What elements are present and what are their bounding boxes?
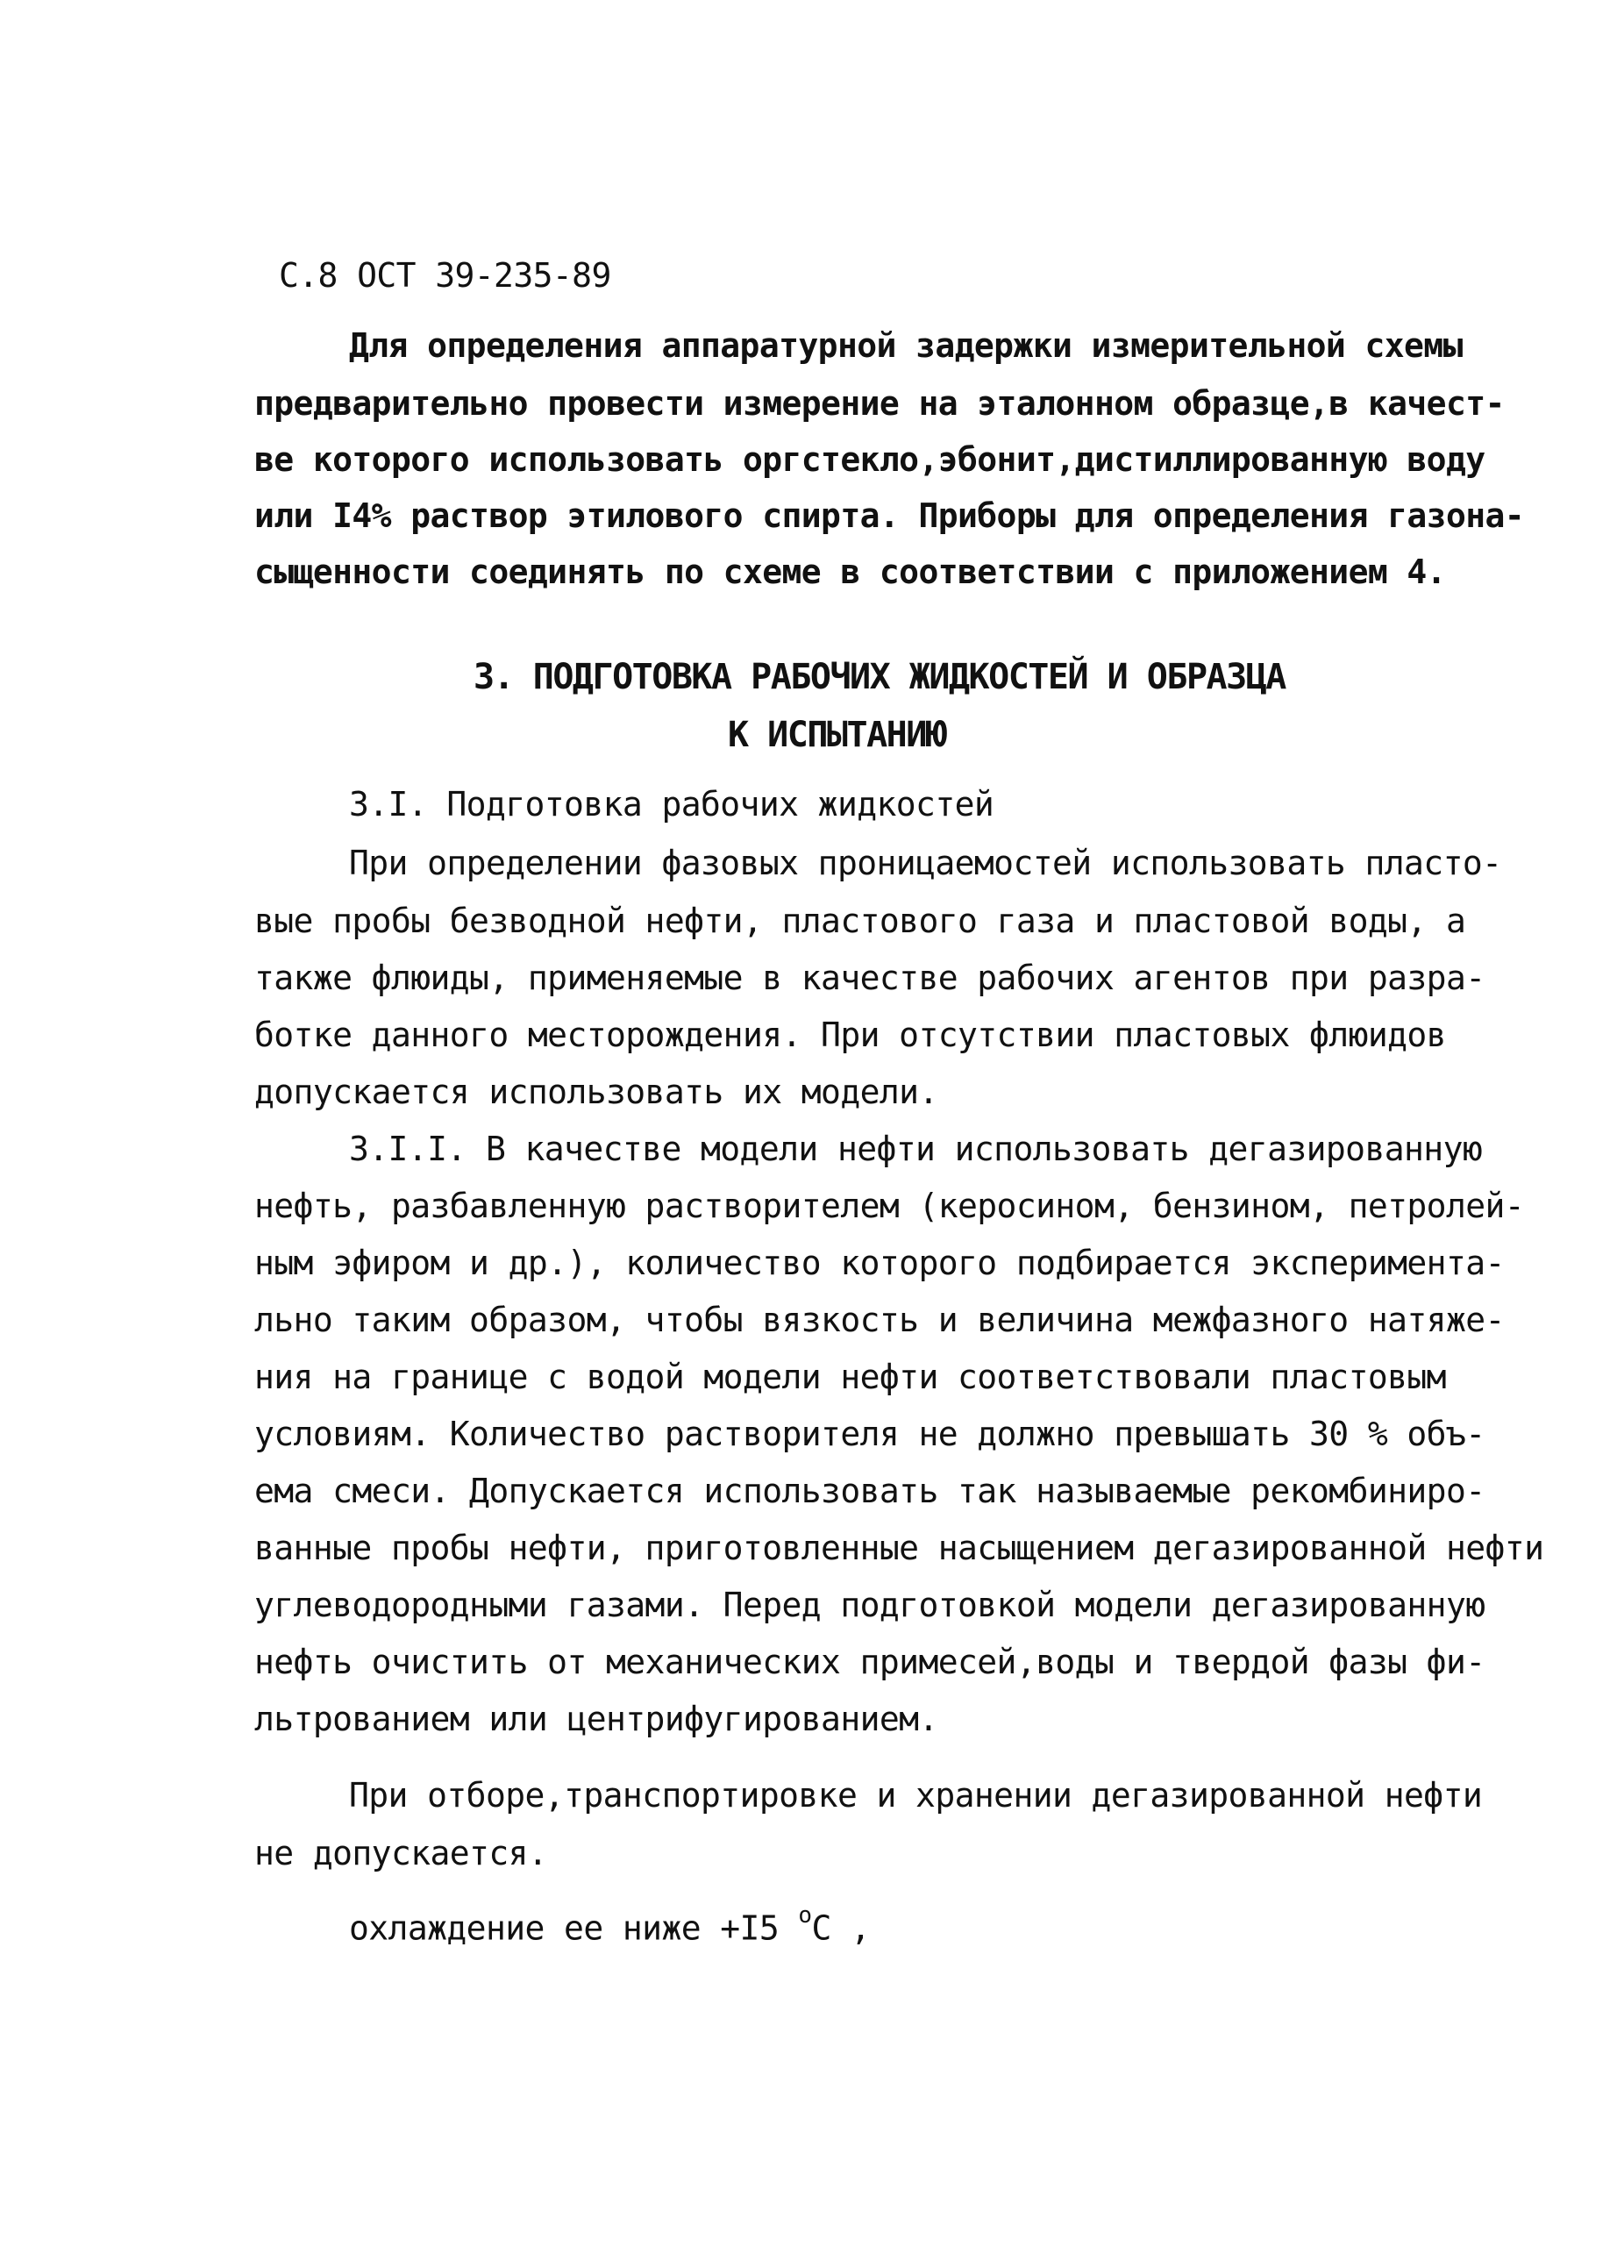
paragraph-line: льно таким образом, чтобы вязкость и величина межфазного натяже- xyxy=(254,1301,1505,1339)
page-header: С.8 ОСТ 39-235-89 xyxy=(279,256,611,295)
paragraph-line: не допускается. xyxy=(254,1834,548,1872)
paragraph-line: 3.I.I. В качестве модели нефти использовать дегазированную xyxy=(349,1130,1483,1168)
paragraph-line: сыщенности соединять по схеме в соответствии с приложением 4. xyxy=(254,553,1446,591)
paragraph-line: вые пробы безводной нефти, пластового газа и пластовой воды, а xyxy=(254,902,1466,940)
paragraph-line: ния на границе с водой модели нефти соответствовали пластовым xyxy=(254,1358,1446,1396)
paragraph-line: ным эфиром и др.), количество которого подбирается эксперимента- xyxy=(254,1244,1505,1282)
paragraph-line: также флюиды, применяемые в качестве рабочих агентов при разра- xyxy=(254,959,1485,997)
paragraph-line: условиям. Количество растворителя не должно превышать 30 % объ- xyxy=(254,1415,1485,1453)
paragraph-line: ве которого использовать оргстекло,эбонит,дистиллированную воду xyxy=(254,440,1485,479)
paragraph-line: При определении фазовых проницаемостей использовать пласто- xyxy=(349,844,1502,882)
paragraph-line: ема смеси. Допускается использовать так называемые рекомбиниро- xyxy=(254,1472,1485,1510)
section-heading-continued: К ИСПЫТАНИЮ xyxy=(728,715,946,755)
paragraph-line: нефть, разбавленную растворителем (керосином, бензином, петролей- xyxy=(254,1187,1525,1225)
degree-superscript: о xyxy=(798,1902,812,1929)
paragraph-line: нефть очистить от механических примесей,воды и твердой фазы фи- xyxy=(254,1643,1485,1681)
section-heading: 3. ПОДГОТОВКА РАБОЧИХ ЖИДКОСТЕЙ И ОБРАЗЦА xyxy=(474,657,1286,697)
paragraph-line: или I4% раствор этилового спирта. Приборы для определения газона- xyxy=(254,496,1525,535)
temperature-unit: С , xyxy=(811,1908,871,1948)
temperature-text: охлаждение ее ниже +I5 xyxy=(349,1908,799,1948)
paragraph-line: предварительно провести измерение на эталонном образце,в качест- xyxy=(254,384,1505,423)
paragraph-line: При отборе,транспортировке и хранении дегазированной нефти xyxy=(349,1776,1483,1815)
paragraph-line: льтрованием или центрифугированием. xyxy=(254,1700,938,1738)
subsection-title: 3.I. Подготовка рабочих жидкостей xyxy=(349,785,994,824)
temperature-line xyxy=(349,1901,870,1948)
paragraph-line: ботке данного месторождения. При отсутствии пластовых флюидов xyxy=(254,1016,1446,1054)
paragraph-line: Для определения аппаратурной задержки измерительной схемы xyxy=(349,326,1463,365)
paragraph-line: углеводородными газами. Перед подготовкой модели дегазированную xyxy=(254,1586,1485,1624)
paragraph-line: ванные пробы нефти, приготовленные насыщением дегазированной нефти xyxy=(254,1529,1544,1567)
paragraph-line: допускается использовать их модели. xyxy=(254,1073,938,1111)
